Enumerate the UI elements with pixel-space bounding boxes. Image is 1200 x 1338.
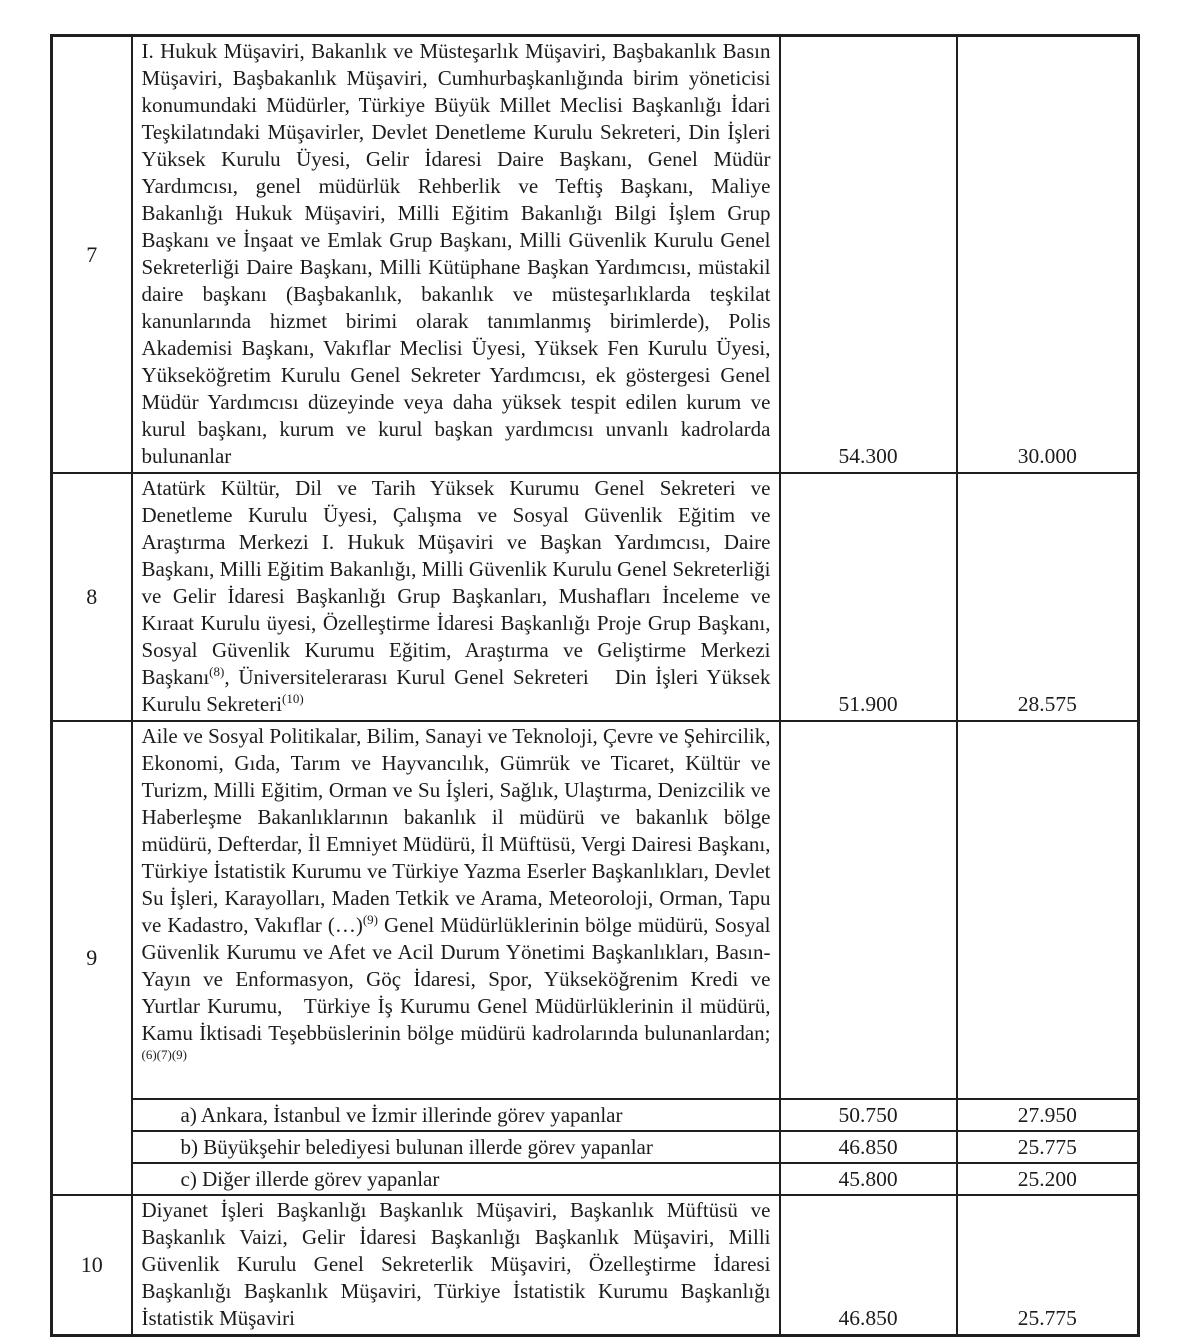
table-subrow <box>52 1131 1139 1163</box>
grade-indicator-table <box>50 34 1140 1337</box>
row-number: 7 <box>52 36 132 474</box>
indicator-value <box>957 721 1139 1099</box>
table-subrow <box>52 1163 1139 1195</box>
indicator-value: 50.750 <box>780 1099 957 1131</box>
indicator-value: 45.800 <box>780 1163 957 1195</box>
row-number: 10 <box>52 1195 132 1336</box>
row-description: Atatürk Kültür, Dil ve Tarih Yüksek Kurumu Genel Sekreteri ve Denetleme Kurulu Üyesi, Çalışma ve Sosyal Güvenlik Eğitim ve Araştırma Merkezi I. Hukuk Müşaviri ve Başkan Yardımcısı, Daire Başkanı, Milli Eğitim Bakanlığı, Milli Güvenlik Kurulu Genel Sekreterliği ve Gelir İdaresi Başkanlığı Grup Başkanları, Mushafları İnceleme ve Kıraat Kurulu üyesi, Özelleştirme İdaresi Başkanlığı Proje Grup Başkanı, Sosyal Güvenlik Kurumu Eğitim, Araştırma ve Geliştirme Merkezi Başkanı$^{(8)}$, Üniversitelerarası Kurul Genel Sekreteri Din İşleri Yüksek Kurulu Sekreteri$^{(10)}$ <box>132 473 780 721</box>
indicator-value: 28.575 <box>957 473 1139 721</box>
table-row <box>52 36 1139 474</box>
indicator-value: 51.900 <box>780 473 957 721</box>
row-description: Aile ve Sosyal Politikalar, Bilim, Sanayi ve Teknoloji, Çevre ve Şehircilik, Ekonomi, Gıda, Tarım ve Hayvancılık, Gümrük ve Ticaret, Kültür ve Turizm, Milli Eğitim, Orman ve Su İşleri, Sağlık, Ulaştırma, Denizcilik ve Haberleşme Bakanlıklarının bakanlık il müdürü ve bakanlık bölge müdürü, Defterdar, İl Emniyet Müdürü, İl Müftüsü, Vergi Dairesi Başkanı, Türkiye İstatistik Kurumu ve Türkiye Yazma Eserler Başkanlıkları, Devlet Su İşleri, Karayolları, Maden Tetkik ve Arama, Meteoroloji, Orman, Tapu ve Kadastro, Vakıflar (…)$^{(9)}$ Genel Müdürlüklerinin bölge müdürü, Sosyal Güvenlik Kurumu ve Afet ve Acil Durum Yönetimi Başkanlıkları, Basın-Yayın ve Enformasyon, Göç İdaresi, Spor, Yükseköğrenim Kredi ve Yurtlar Kurumu, Türkiye İş Kurumu Genel Müdürlüklerinin il müdürü, Kamu İktisadi Teşebbüslerinin bölge müdürü kadrolarında bulunanlardan;$^{(6)(7)(9)}$ <box>132 721 780 1099</box>
row-description: Diyanet İşleri Başkanlığı Başkanlık Müşaviri, Başkanlık Müftüsü ve Başkanlık Vaizi, Gelir İdaresi Başkanlığı Başkanlık Müşaviri, Milli Güvenlik Kurulu Genel Sekreterlik Müşaviri, Özelleştirme İdaresi Başkanlığı Başkanlık Müşaviri, Türkiye İstatistik Kurumu Başkanlığı İstatistik Müşaviri <box>132 1195 780 1336</box>
indicator-value: 54.300 <box>780 36 957 474</box>
indicator-value: 46.850 <box>780 1195 957 1336</box>
row-number: 9 <box>52 721 132 1195</box>
document-page <box>50 34 1140 1337</box>
indicator-value: 25.775 <box>957 1131 1139 1163</box>
indicator-value: 46.850 <box>780 1131 957 1163</box>
table-subrow <box>52 1099 1139 1131</box>
indicator-value: 30.000 <box>957 36 1139 474</box>
table-row <box>52 473 1139 721</box>
row-number: 8 <box>52 473 132 721</box>
subrow-label: c) Diğer illerde görev yapanlar <box>132 1163 780 1195</box>
indicator-value: 27.950 <box>957 1099 1139 1131</box>
subrow-label: a) Ankara, İstanbul ve İzmir illerinde görev yapanlar <box>132 1099 780 1131</box>
indicator-value: 25.775 <box>957 1195 1139 1336</box>
row-description: I. Hukuk Müşaviri, Bakanlık ve Müsteşarlık Müşaviri, Başbakanlık Basın Müşaviri, Başbakanlık Müşaviri, Cumhurbaşkanlığında birim yöneticisi konumundaki Müdürler, Türkiye Büyük Millet Meclisi Başkanlığı İdari Teşkilatındaki Müşavirler, Devlet Denetleme Kurulu Sekreteri, Din İşleri Yüksek Kurulu Üyesi, Gelir İdaresi Daire Başkanı, Genel Müdür Yardımcısı, genel müdürlük Rehberlik ve Teftiş Başkanı, Maliye Bakanlığı Hukuk Müşaviri, Milli Eğitim Bakanlığı Bilgi İşlem Grup Başkanı ve İnşaat ve Emlak Grup Başkanı, Milli Güvenlik Kurulu Genel Sekreterliği Daire Başkanı, Milli Kütüphane Başkan Yardımcısı, müstakil daire başkanı (Başbakanlık, bakanlık ve müsteşarlıklarda teşkilat kanunlarında hizmet birimi olarak tanımlanmış birimlerde), Polis Akademisi Başkanı, Vakıflar Meclisi Üyesi, Yüksek Fen Kurulu Üyesi, Yükseköğretim Kurulu Genel Sekreter Yardımcısı, ek göstergesi Genel Müdür Yardımcısı düzeyinde veya daha yüksek tespit edilen kurum ve kurul başkanı, kurum ve kurul başkan yardımcısı unvanlı kadrolarda bulunanlar <box>132 36 780 474</box>
indicator-value: 25.200 <box>957 1163 1139 1195</box>
subrow-label: b) Büyükşehir belediyesi bulunan illerde görev yapanlar <box>132 1131 780 1163</box>
table-row <box>52 1195 1139 1336</box>
table-row <box>52 721 1139 1099</box>
indicator-value <box>780 721 957 1099</box>
